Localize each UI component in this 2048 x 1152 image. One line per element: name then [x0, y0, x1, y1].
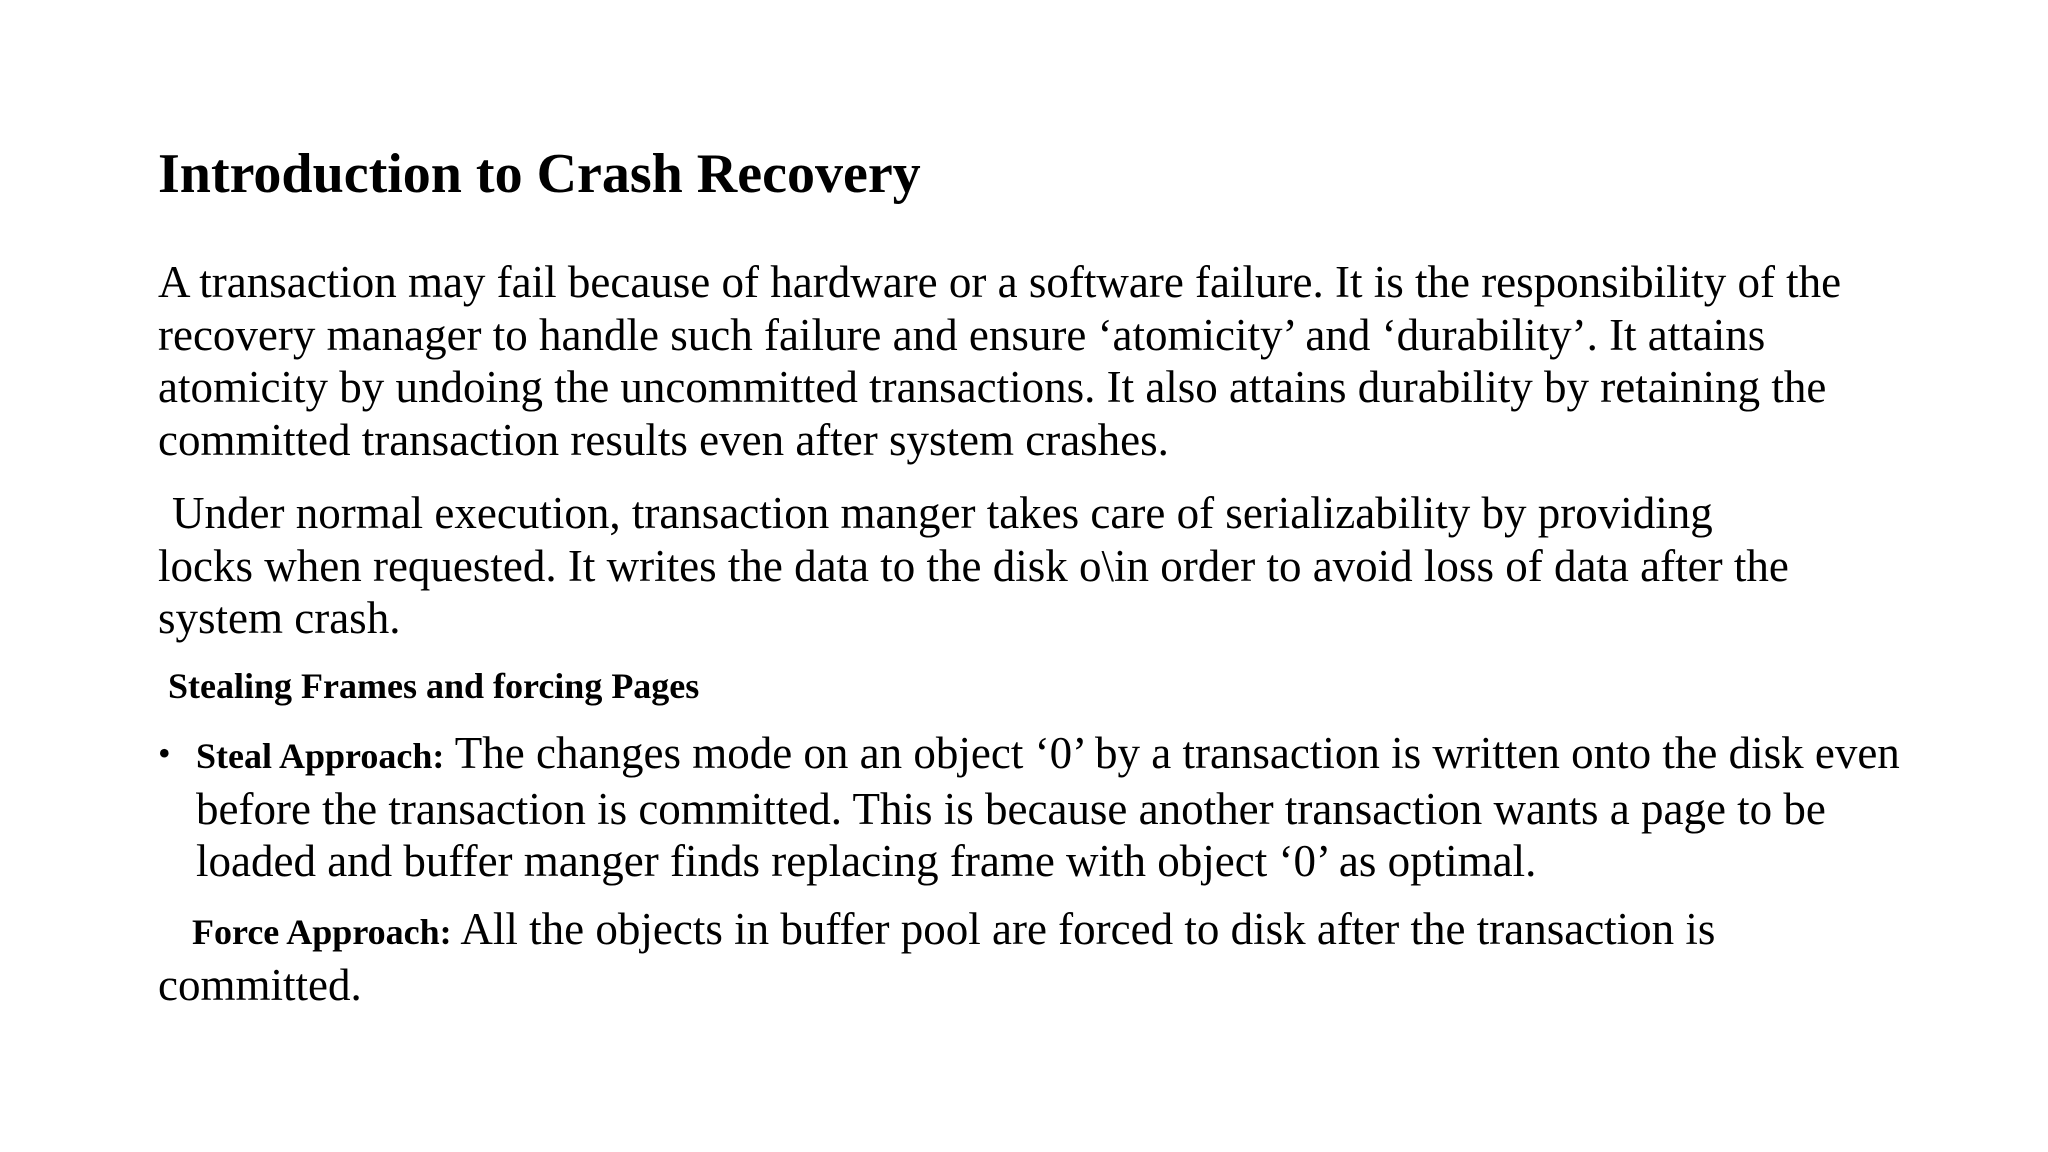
paragraph-normal-execution-rest: locks when requested. It writes the data to the disk o\in order to avoid loss of data after the system crash. [158, 540, 1789, 643]
bullet-icon: • [158, 733, 171, 773]
steal-approach-text [196, 727, 1916, 888]
paragraph-normal-execution-line1: Under normal execution, transaction manger takes care of serializability by providing [172, 488, 1713, 538]
section-heading: Stealing Frames and forcing Pages [168, 666, 700, 706]
steal-approach-label: Steal Approach: [196, 736, 445, 776]
paragraph-normal-execution [158, 487, 1918, 645]
force-approach-label: Force Approach: [192, 912, 452, 952]
force-approach-text [158, 903, 1918, 1011]
force-approach-body: All the objects in buffer pool are forced to disk after the transaction is committed. [158, 904, 1716, 1010]
slide-title: Introduction to Crash Recovery [158, 143, 921, 205]
paragraph-intro: A transaction may fail because of hardware or a software failure. It is the responsibility of the recovery manager to handle such failure and ensure ‘atomicity’ and ‘durability’. It attains atomicity by undoing the uncommitted transactions. It also attains durability by retaining the committed transaction results even after system crashes. [158, 257, 1842, 465]
steal-approach-body: The changes mode on an object ‘0’ by a transaction is written onto the disk even before the transaction is committed. This is because another transaction wants a page to be loaded and buffer manger finds replacing frame with object ‘0’ as optimal. [196, 728, 1900, 886]
